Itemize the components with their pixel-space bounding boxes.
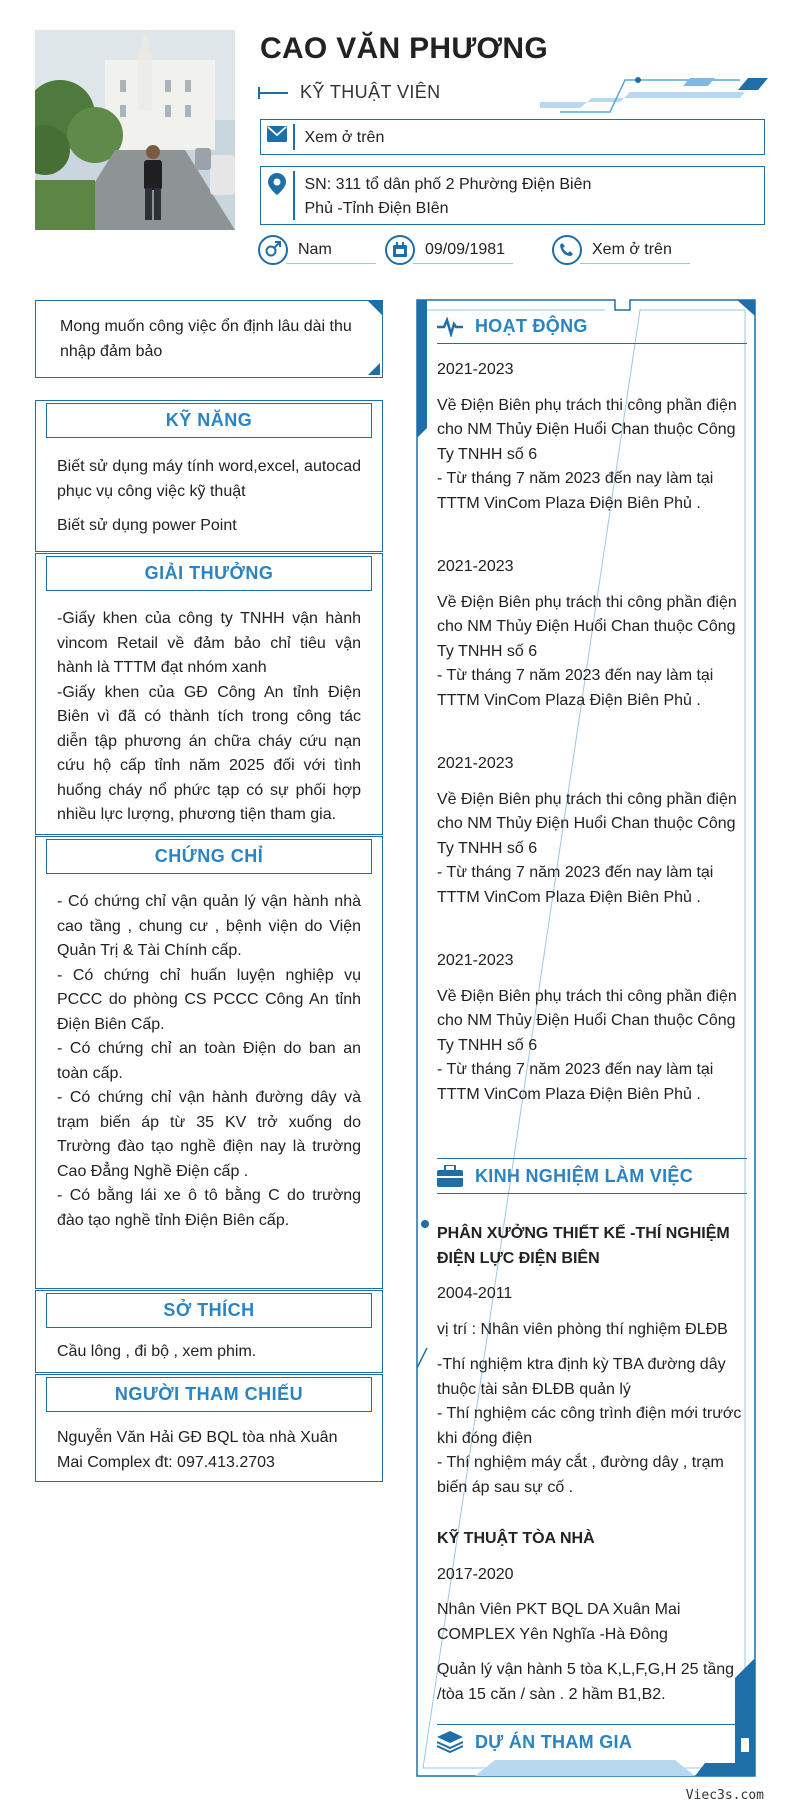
activity-period: 2021-2023 [437, 755, 514, 772]
header-decoration [540, 70, 770, 115]
awards-text: -Giấy khen của công ty TNHH vận hành vincom Retail về đảm bảo chỉ tiêu vận hành là TTTM đạt nhóm xanh -Giấy khen của GĐ Công An tỉnh Điện Biên vì đã có thành tích trong công tác diễn tập phương án chữa cháy cứu nạn cứu hộ cấp tỉnh năm 2025 đối với tình huống cháy nổ phức tạp có sự phối hợp nhiều lực lượng, phương tiện tham gia. [57, 610, 361, 823]
envelope-icon [261, 120, 293, 142]
activity-text: Về Điện Biên phụ trách thi công phần điện cho NM Thủy Điện Huổi Chan thuộc Công Ty TNHH số 6 - Từ tháng 7 năm 2023 đến nay làm tại TTTM VinCom Plaza Điện Biên Phủ . [437, 396, 737, 512]
job-entry [437, 1222, 747, 1500]
activity-text: Về Điện Biên phụ trách thi công phần điện cho NM Thủy Điện Huổi Chan thuộc Công Ty TNHH số 6 - Từ tháng 7 năm 2023 đến nay làm tại TTTM VinCom Plaza Điện Biên Phủ . [437, 790, 737, 906]
site-watermark: Viec3s.com [685, 1788, 764, 1803]
certificates-section [35, 836, 383, 1289]
job-title: KỸ THUẬT VIÊN [300, 82, 441, 102]
corner-decoration [362, 299, 384, 321]
candidate-name: CAO VĂN PHƯƠNG [260, 32, 549, 65]
experience-header [437, 1158, 747, 1194]
hobbies-heading: SỞ THÍCH [46, 1293, 372, 1328]
gender-field [258, 235, 332, 265]
activity-item [437, 949, 747, 1146]
job-company: PHÂN XƯỞNG THIẾT KẾ -THÍ NGHIỆM ĐIỆN LỰC ĐIỆN BIÊN [437, 1225, 730, 1267]
job-period: 2017-2020 [437, 1565, 514, 1583]
address-value: SN: 311 tổ dân phố 2 Phường Điện Biên Phủ -Tỉnh Điện BIên [304, 176, 592, 217]
job-period: 2004-2011 [437, 1285, 513, 1302]
activity-period: 2021-2023 [437, 952, 514, 969]
activity-item [437, 358, 747, 555]
profile-photo [35, 30, 235, 230]
job-title-row [260, 82, 441, 103]
activities-section [437, 316, 747, 344]
certificates-heading: CHỨNG CHỈ [46, 839, 372, 874]
projects-section [437, 1724, 747, 1753]
awards-heading: GIẢI THƯỞNG [46, 556, 372, 591]
activity-period: 2021-2023 [437, 361, 514, 378]
references-text: Nguyễn Văn Hải GĐ BQL tòa nhà Xuân Mai Complex đt: 097.413.2703 [57, 1429, 338, 1471]
hobbies-section [35, 1290, 383, 1373]
title-decoration [260, 92, 288, 94]
activity-item [437, 752, 747, 949]
job-description: -Thí nghiệm ktra định kỳ TBA đường dây thuộc tài sản ĐLĐB quản lý - Thí nghiệm các công trình điện mới trước khi đóng điện - Thí nghiệm máy cắt , đường dây , trạm biến áp sau sự cố . [437, 1356, 742, 1496]
references-section [35, 1374, 383, 1482]
birthday-field [385, 235, 505, 265]
objective-text: Mong muốn công việc ổn định lâu dài thu nhập đảm bảo [60, 318, 352, 360]
awards-section [35, 553, 383, 835]
skill-item: Biết sử dụng power Point [57, 517, 237, 534]
activities-header [437, 316, 747, 344]
hobbies-text: Cầu lông , đi bộ , xem phim. [57, 1343, 257, 1360]
phone-field [552, 235, 672, 265]
objective-box [35, 300, 383, 378]
email-value: Xem ở trên [304, 129, 385, 146]
projects-heading: DỰ ÁN THAM GIA [475, 1731, 633, 1752]
certificates-text: - Có chứng chỉ vận quản lý vận hành nhà cao tầng , chung cư , bệnh viện do Viện Quản Trị & Tài Chính cấp. - Có chứng chỉ huấn luyện nghiệp vụ PCCC do phòng CS PCCC Công An tỉnh Điện Biên Cấp. - Có chứng chỉ an toàn Điện do ban an toàn cấp. - Có chứng chỉ vận hành đường dây và trạm biến áp từ 35 KV trở xuống do Trường đào tạo nghề điện nay là trường Cao Đẳng Nghề Điện cấp . - Có bằng lái xe ô tô bằng C do trường đào tạo nghề tỉnh Điện Biên cấp. [57, 893, 361, 1229]
briefcase-icon [437, 1165, 463, 1187]
activity-text: Về Điện Biên phụ trách thi công phần điện cho NM Thủy Điện Huổi Chan thuộc Công Ty TNHH số 6 - Từ tháng 7 năm 2023 đến nay làm tại TTTM VinCom Plaza Điện Biên Phủ . [437, 593, 737, 709]
activity-item [437, 555, 747, 752]
job-description: Quản lý vận hành 5 tòa K,L,F,G,H 25 tầng /tòa 15 căn / sàn . 2 hầm B1,B2. [437, 1661, 735, 1703]
gender-value: Nam [298, 241, 332, 258]
pulse-icon [437, 317, 463, 337]
activity-text: Về Điện Biên phụ trách thi công phần điện cho NM Thủy Điện Huổi Chan thuộc Công Ty TNHH số 6 - Từ tháng 7 năm 2023 đến nay làm tại TTTM VinCom Plaza Điện Biên Phủ . [437, 987, 737, 1103]
activity-period: 2021-2023 [437, 558, 514, 575]
references-heading: NGƯỜI THAM CHIẾU [46, 1377, 372, 1412]
experience-section [437, 1158, 747, 1707]
layers-icon [437, 1731, 463, 1753]
job-position: vị trí : Nhân viên phòng thí nghiệm ĐLĐB [437, 1320, 728, 1338]
skills-heading: KỸ NĂNG [46, 403, 372, 438]
birthday-value: 09/09/1981 [425, 241, 506, 258]
activities-heading: HOẠT ĐỘNG [475, 316, 588, 336]
projects-header [437, 1724, 747, 1753]
skills-section [35, 400, 383, 552]
email-field [260, 119, 765, 155]
location-pin-icon [261, 167, 293, 195]
phone-icon [552, 235, 582, 265]
job-entry [437, 1527, 747, 1707]
job-position: Nhân Viên PKT BQL DA Xuân Mai COMPLEX Yên Nghĩa -Hà Đông [437, 1601, 681, 1643]
calendar-icon [385, 235, 415, 265]
phone-value: Xem ở trên [592, 241, 672, 258]
job-company: KỸ THUẬT TÒA NHÀ [437, 1530, 595, 1547]
gender-icon [258, 235, 288, 265]
address-field [260, 166, 765, 225]
experience-heading: KINH NGHIỆM LÀM VIỆC [475, 1165, 694, 1186]
skill-item: Biết sử dụng máy tính word,excel, autocad phục vụ công việc kỹ thuật [57, 458, 361, 500]
activities-list [437, 358, 747, 1146]
